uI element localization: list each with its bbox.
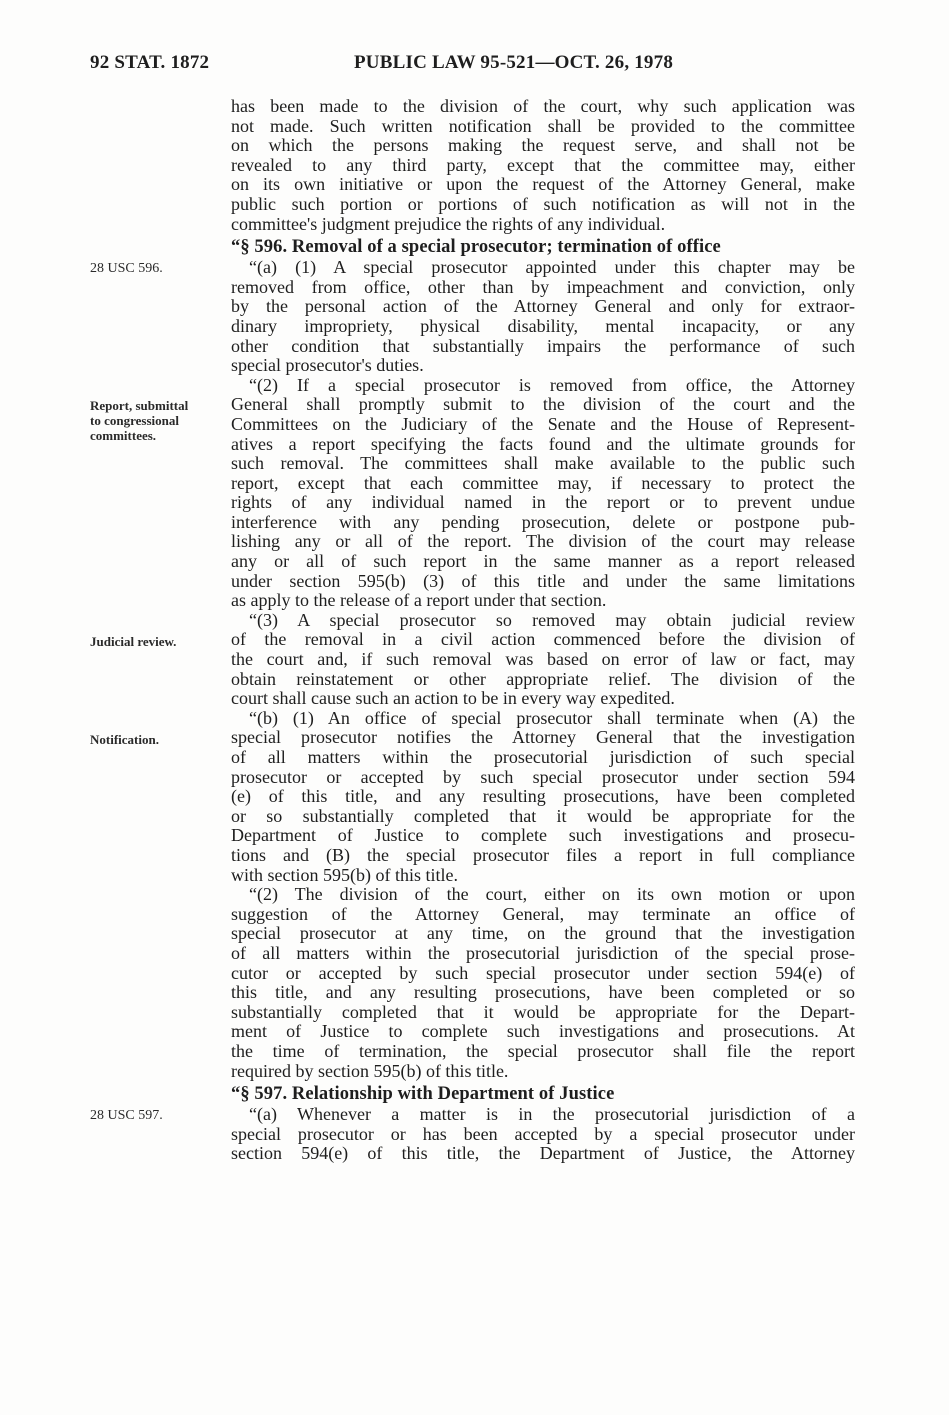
- text-line: removed from office, other than by impeachment and conviction, only: [231, 277, 855, 297]
- text-line: report, except that each committee may, if necessary to protect the: [231, 473, 855, 493]
- text-line: dinary impropriety, physical disability, mental incapacity, or any: [231, 316, 855, 336]
- text-line: atives a report specifying the facts found and the ultimate grounds for: [231, 434, 855, 454]
- section-heading: “§ 597. Relationship with Department of Justice: [231, 1084, 615, 1105]
- text-line: such removal. The committees shall make available to the public such: [231, 454, 855, 474]
- text-line: on which the persons making the request serve, and shall not be: [231, 136, 855, 156]
- text-line: the time of termination, the special prosecutor shall file the report: [231, 1041, 855, 1061]
- text-line: tions and (B) the special prosecutor files a report in full compliance: [231, 845, 855, 865]
- margin-note: [90, 398, 188, 443]
- margin-note: 28 USC 596.: [90, 261, 163, 277]
- text-line: other condition that substantially impairs the performance of such: [231, 336, 855, 356]
- text-line: not made. Such written notification shall be provided to the committee: [231, 116, 855, 136]
- margin-note: 28 USC 597.: [90, 1108, 163, 1124]
- text-line: with section 595(b) of this title.: [231, 865, 458, 885]
- text-line: prosecutor or accepted by such special prosecutor under section 594: [231, 767, 855, 787]
- text-line: by the personal action of the Attorney General and only for extraor-: [231, 297, 855, 317]
- running-header: PUBLIC LAW 95-521—OCT. 26, 1978: [354, 52, 674, 73]
- body-text: [231, 97, 855, 1164]
- margin-note: Judicial review.: [90, 633, 177, 649]
- text-line: special prosecutor notifies the Attorney General that the investigation: [231, 728, 855, 748]
- text-line: has been made to the division of the court, why such application was: [231, 97, 855, 116]
- text-line: “(a) (1) A special prosecutor appointed under this chapter may be: [249, 258, 855, 278]
- text-line: on its own initiative or upon the request of the Attorney General, make: [231, 175, 855, 195]
- text-line: cutor or accepted by such special prosecutor under section 594(e) of: [231, 963, 855, 983]
- text-line: or so substantially completed that it would be appropriate for the: [231, 806, 855, 826]
- text-line: special prosecutor at any time, on the ground that the investigation: [231, 924, 855, 944]
- text-line: public such portion or portions of such notification as will not in the: [231, 194, 855, 214]
- text-line: substantially completed that it would be appropriate for the Depart-: [231, 1002, 855, 1022]
- text-line: rights of any individual named in the report or to prevent undue: [231, 493, 855, 513]
- margin-note: Notification.: [90, 731, 159, 747]
- text-line: “(a) Whenever a matter is in the prosecutorial jurisdiction of a: [249, 1105, 855, 1125]
- text-line: committee's judgment prejudice the rights of any individual.: [231, 214, 666, 234]
- text-line: Department of Justice to complete such investigations and prosecu-: [231, 826, 855, 846]
- text-line: required by section 595(b) of this title.: [231, 1061, 509, 1081]
- text-line: General shall promptly submit to the division of the court and the: [231, 395, 855, 415]
- margin-note-line: committees.: [90, 428, 157, 444]
- text-line: lishing any or all of the report. The division of the court may release: [231, 532, 855, 552]
- text-line: interference with any pending prosecution, delete or postpone pub-: [231, 512, 855, 532]
- text-line: any or all of such report in the same manner as a report released: [231, 552, 855, 572]
- text-line: revealed to any third party, except that the committee may, either: [231, 155, 855, 175]
- text-line: court shall cause such an action to be in every way expedited.: [231, 689, 675, 709]
- text-line: (e) of this title, and any resulting prosecutions, have been completed: [231, 787, 855, 807]
- margin-note-line: Report, submittal: [90, 398, 189, 414]
- text-line: as apply to the release of a report under that section.: [231, 591, 607, 611]
- text-line: ment of Justice to complete such investigations and prosecutions. At: [231, 1022, 855, 1042]
- text-line: “(2) If a special prosecutor is removed from office, the Attorney: [249, 375, 855, 395]
- text-line: special prosecutor or has been accepted by a special prosecutor under: [231, 1124, 855, 1144]
- text-line: obtain reinstatement or other appropriate relief. The division of the: [231, 669, 855, 689]
- text-line: the court and, if such removal was based on error of law or fact, may: [231, 650, 855, 670]
- text-line: of all matters within the prosecutorial jurisdiction of such special: [231, 748, 855, 767]
- section-heading: “§ 596. Removal of a special prosecutor; termination of office: [231, 237, 721, 258]
- text-line: under section 595(b) (3) of this title and under the same limitations: [231, 571, 855, 591]
- text-line: suggestion of the Attorney General, may terminate an office of: [231, 904, 855, 924]
- text-line: “(b) (1) An office of special prosecutor shall terminate when (A) the: [249, 708, 855, 728]
- text-line: section 594(e) of this title, the Department of Justice, the Attorney: [231, 1144, 855, 1164]
- text-line: special prosecutor's duties.: [231, 356, 424, 376]
- text-line: of the removal in a civil action commenced before the division of: [231, 630, 855, 650]
- margin-note-line: to congressional: [90, 413, 179, 429]
- text-line: “(2) The division of the court, either on its own motion or upon: [249, 885, 855, 905]
- statute-page-number: 92 STAT. 1872: [90, 52, 210, 73]
- text-line: this title, and any resulting prosecutions, have been completed or so: [231, 983, 855, 1003]
- text-line: Committees on the Judiciary of the Senate and the House of Represent-: [231, 414, 855, 434]
- text-line: “(3) A special prosecutor so removed may obtain judicial review: [249, 610, 855, 630]
- text-line: of all matters within the prosecutorial jurisdiction of the special prose-: [231, 943, 855, 963]
